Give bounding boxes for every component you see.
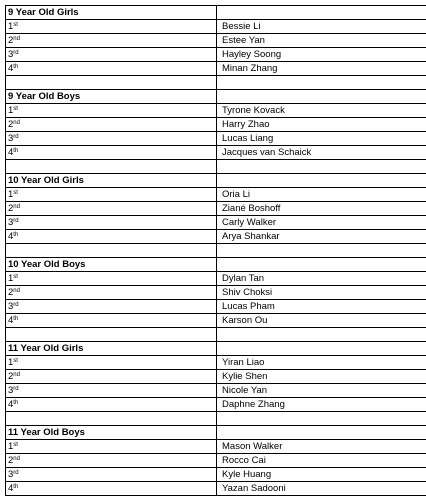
place-suffix: th (13, 64, 19, 70)
place-suffix: st (13, 358, 18, 364)
place-suffix: st (13, 106, 18, 112)
placement-row (6, 34, 426, 48)
place-cell (6, 440, 217, 454)
group-header-row (6, 90, 426, 104)
placement-row (6, 384, 426, 398)
place-number: 2 (8, 371, 14, 382)
place-number: 4 (8, 483, 14, 494)
place-suffix: st (13, 274, 18, 280)
winner-name: Karson Ou (217, 314, 426, 328)
spacer-row (6, 412, 426, 426)
place-suffix: nd (13, 372, 20, 378)
place-suffix: rd (13, 134, 19, 140)
place-cell (6, 48, 217, 62)
group-title: 10 Year Old Boys (6, 258, 217, 272)
place-cell (6, 468, 217, 482)
placement-row (6, 286, 426, 300)
place-suffix: th (13, 148, 19, 154)
group-title: 9 Year Old Girls (6, 6, 217, 20)
place-number: 1 (8, 21, 14, 32)
placement-row (6, 482, 426, 496)
place-cell (6, 384, 217, 398)
place-number: 4 (8, 231, 14, 242)
place-cell (6, 300, 217, 314)
winner-name: Hayley Soong (217, 48, 426, 62)
group-title: 10 Year Old Girls (6, 174, 217, 188)
place-number: 1 (8, 441, 14, 452)
place-suffix: rd (13, 218, 19, 224)
winner-name: Nicole Yan (217, 384, 426, 398)
placement-row (6, 48, 426, 62)
placement-row (6, 146, 426, 160)
placement-row (6, 20, 426, 34)
spacer-cell (217, 76, 426, 90)
place-cell (6, 398, 217, 412)
group-header-empty-cell (217, 6, 426, 20)
place-number: 4 (8, 399, 14, 410)
group-header-empty-cell (217, 342, 426, 356)
place-number: 3 (8, 49, 14, 60)
winner-name: Yazan Sadooni (217, 482, 426, 496)
placement-row (6, 468, 426, 482)
place-number: 2 (8, 287, 14, 298)
spacer-cell (6, 160, 217, 174)
winner-name: Jacques van Schaick (217, 146, 426, 160)
placement-row (6, 370, 426, 384)
place-cell (6, 230, 217, 244)
winner-name: Mason Walker (217, 440, 426, 454)
winner-name: Harry Zhao (217, 118, 426, 132)
group-header-row (6, 6, 426, 20)
results-table (5, 5, 426, 496)
place-suffix: rd (13, 470, 19, 476)
group-header-empty-cell (217, 258, 426, 272)
place-cell (6, 216, 217, 230)
spacer-row (6, 244, 426, 258)
spacer-cell (217, 244, 426, 258)
group-title: 11 Year Old Girls (6, 342, 217, 356)
place-number: 3 (8, 301, 14, 312)
place-cell (6, 202, 217, 216)
place-cell (6, 286, 217, 300)
place-number: 2 (8, 119, 14, 130)
place-number: 2 (8, 455, 14, 466)
spacer-row (6, 328, 426, 342)
placement-row (6, 398, 426, 412)
placement-row (6, 440, 426, 454)
winner-name: Oria Li (217, 188, 426, 202)
spacer-cell (6, 76, 217, 90)
place-number: 3 (8, 217, 14, 228)
spacer-cell (6, 328, 217, 342)
winner-name: Shiv Choksi (217, 286, 426, 300)
group-header-row (6, 342, 426, 356)
place-cell (6, 314, 217, 328)
winner-name: Carly Walker (217, 216, 426, 230)
place-suffix: st (13, 442, 18, 448)
winner-name: Lucas Pham (217, 300, 426, 314)
place-cell (6, 104, 217, 118)
place-number: 3 (8, 469, 14, 480)
spacer-row (6, 76, 426, 90)
place-suffix: nd (13, 204, 20, 210)
spacer-cell (6, 244, 217, 258)
winner-name: Arya Shankar (217, 230, 426, 244)
winner-name: Kyle Huang (217, 468, 426, 482)
place-cell (6, 370, 217, 384)
place-cell (6, 132, 217, 146)
place-suffix: nd (13, 288, 20, 294)
place-number: 1 (8, 189, 14, 200)
place-number: 4 (8, 315, 14, 326)
place-number: 1 (8, 105, 14, 116)
winner-name: Yiran Liao (217, 356, 426, 370)
spacer-cell (217, 328, 426, 342)
placement-row (6, 272, 426, 286)
place-suffix: nd (13, 120, 20, 126)
group-title: 9 Year Old Boys (6, 90, 217, 104)
placement-row (6, 454, 426, 468)
place-suffix: st (13, 190, 18, 196)
place-number: 3 (8, 133, 14, 144)
place-suffix: th (13, 484, 19, 490)
place-suffix: th (13, 316, 19, 322)
place-cell (6, 34, 217, 48)
placement-row (6, 216, 426, 230)
place-cell (6, 62, 217, 76)
placement-row (6, 314, 426, 328)
placement-row (6, 118, 426, 132)
place-number: 4 (8, 147, 14, 158)
placement-row (6, 62, 426, 76)
winner-name: Tyrone Kovack (217, 104, 426, 118)
place-cell (6, 272, 217, 286)
place-suffix: rd (13, 386, 19, 392)
place-suffix: rd (13, 302, 19, 308)
placement-row (6, 230, 426, 244)
group-header-empty-cell (217, 174, 426, 188)
place-cell (6, 118, 217, 132)
winner-name: Dylan Tan (217, 272, 426, 286)
place-cell (6, 482, 217, 496)
placement-row (6, 356, 426, 370)
place-number: 2 (8, 203, 14, 214)
placement-row (6, 104, 426, 118)
place-suffix: rd (13, 50, 19, 56)
place-cell (6, 188, 217, 202)
results-table-body (6, 6, 426, 496)
place-number: 3 (8, 385, 14, 396)
placement-row (6, 188, 426, 202)
winner-name: Estee Yan (217, 34, 426, 48)
group-header-empty-cell (217, 426, 426, 440)
place-cell (6, 356, 217, 370)
placement-row (6, 132, 426, 146)
place-suffix: nd (13, 36, 20, 42)
spacer-cell (6, 412, 217, 426)
place-number: 1 (8, 273, 14, 284)
winner-name: Kylie Shen (217, 370, 426, 384)
placement-row (6, 202, 426, 216)
winner-name: Lucas Liang (217, 132, 426, 146)
spacer-cell (217, 412, 426, 426)
place-suffix: th (13, 400, 19, 406)
spacer-row (6, 160, 426, 174)
place-suffix: st (13, 22, 18, 28)
place-cell (6, 146, 217, 160)
winner-name: Bessie Li (217, 20, 426, 34)
group-header-row (6, 258, 426, 272)
place-suffix: th (13, 232, 19, 238)
place-cell (6, 454, 217, 468)
place-number: 2 (8, 35, 14, 46)
winner-name: Daphne Zhang (217, 398, 426, 412)
winner-name: Minan Zhang (217, 62, 426, 76)
place-cell (6, 20, 217, 34)
place-suffix: nd (13, 456, 20, 462)
place-number: 4 (8, 63, 14, 74)
spacer-cell (217, 160, 426, 174)
place-number: 1 (8, 357, 14, 368)
winner-name: Rocco Cai (217, 454, 426, 468)
winner-name: Ziané Boshoff (217, 202, 426, 216)
group-title: 11 Year Old Boys (6, 426, 217, 440)
group-header-row (6, 174, 426, 188)
group-header-row (6, 426, 426, 440)
placement-row (6, 300, 426, 314)
group-header-empty-cell (217, 90, 426, 104)
